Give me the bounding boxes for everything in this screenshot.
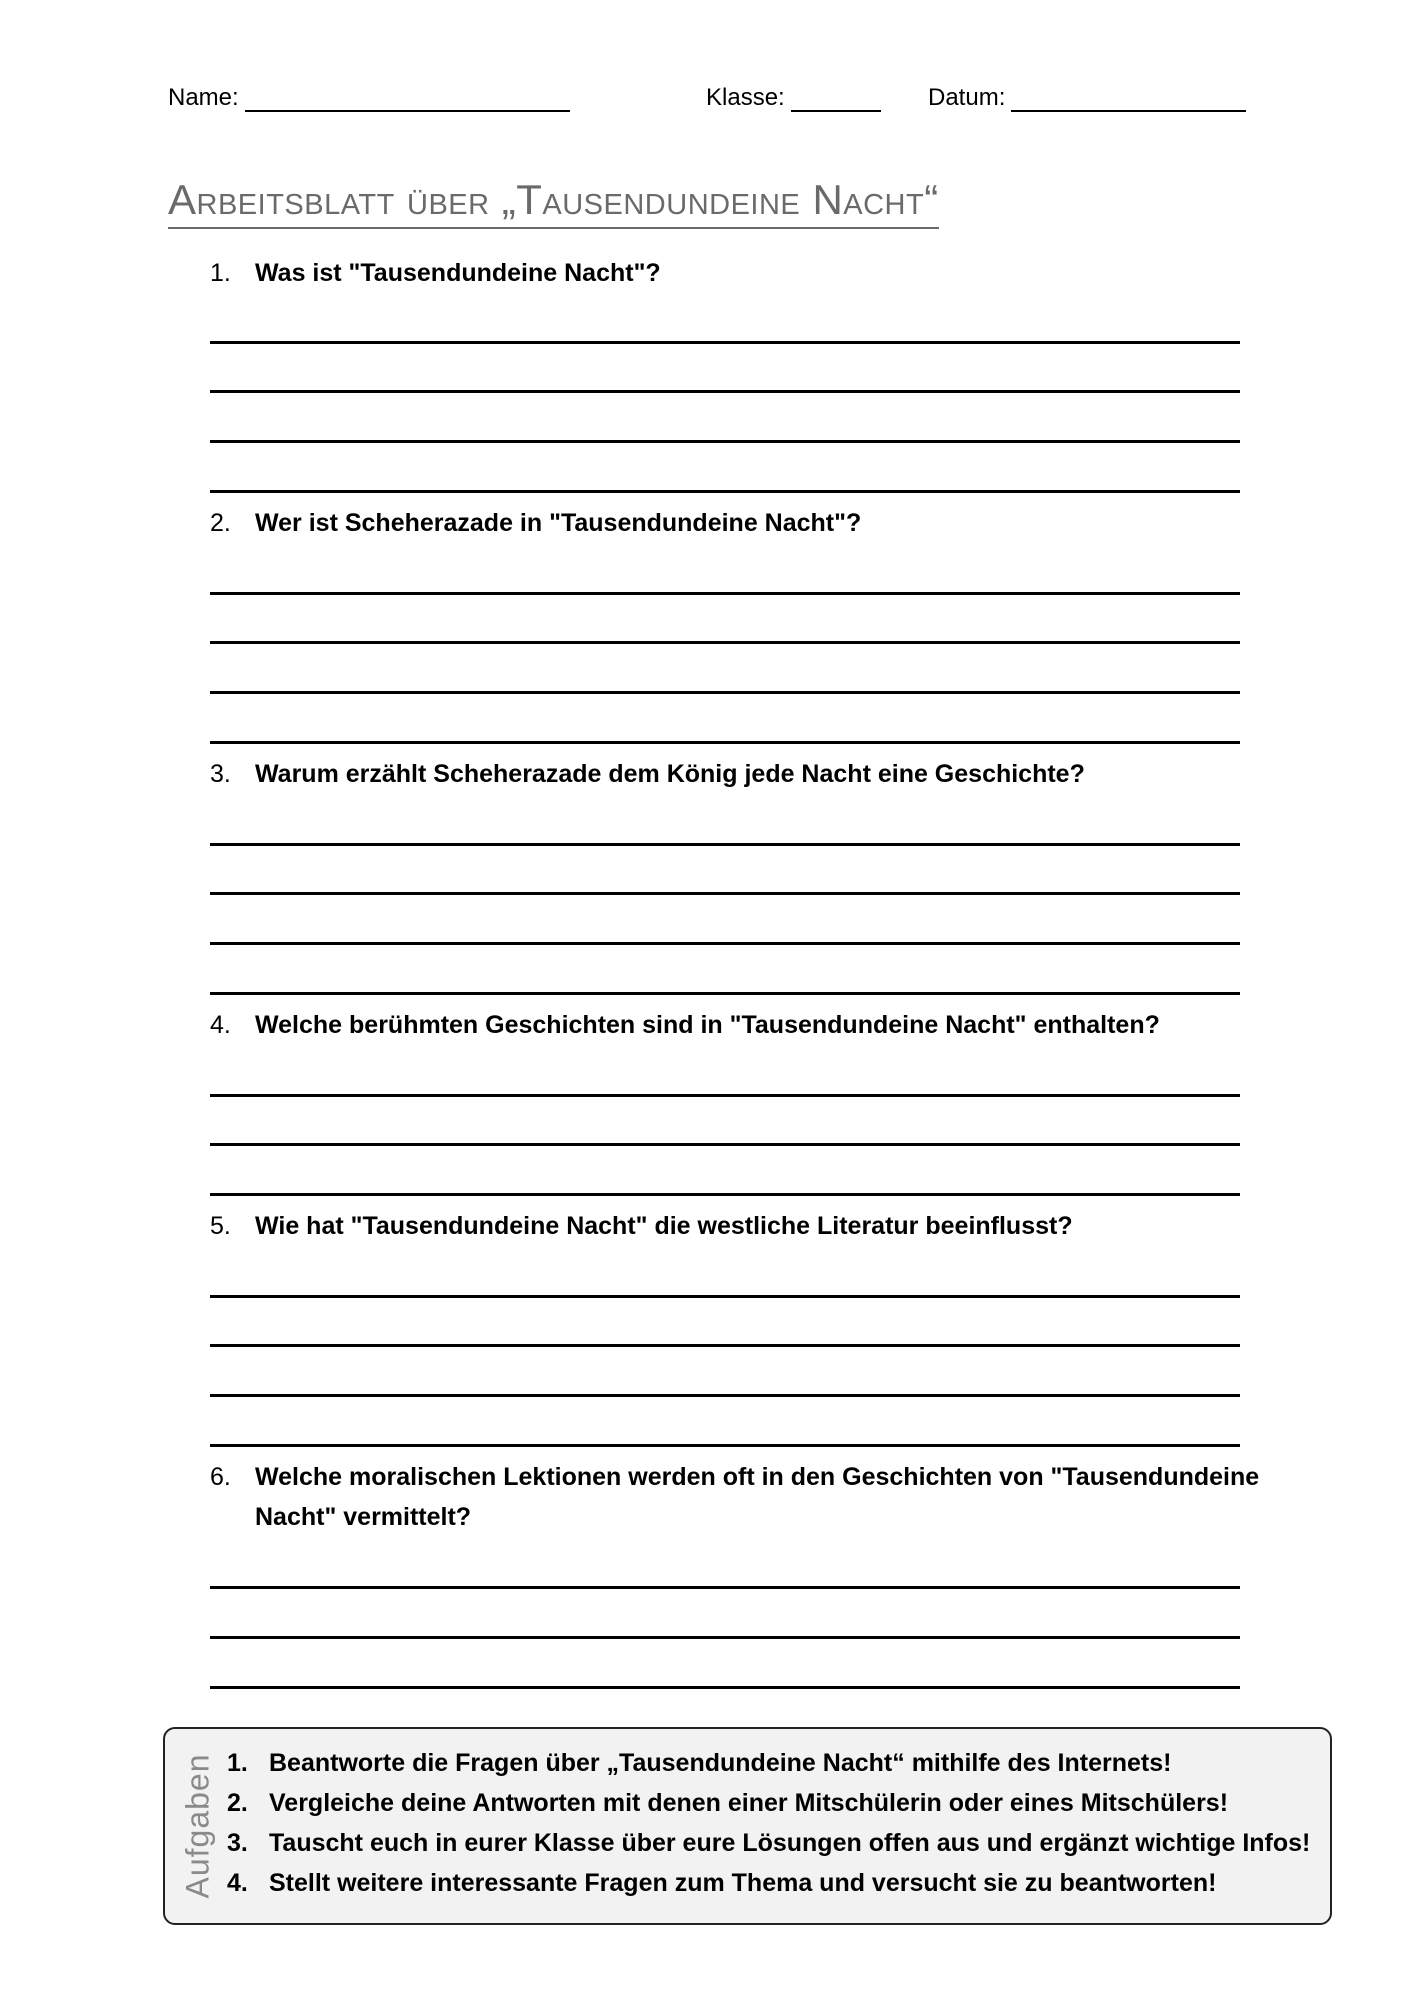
task-item	[227, 1743, 1310, 1783]
answer-line[interactable]	[210, 1295, 1240, 1298]
answer-line[interactable]	[210, 490, 1240, 493]
question-text: Wie hat "Tausendundeine Nacht" die westliche Literatur beeinflusst?	[255, 1212, 1073, 1240]
question-number: 4.	[210, 1011, 231, 1039]
answer-line[interactable]	[210, 992, 1240, 995]
answer-line[interactable]	[210, 592, 1240, 595]
answer-line[interactable]	[210, 1193, 1240, 1196]
answer-line[interactable]	[210, 390, 1240, 393]
date-label: Datum:	[928, 84, 1006, 111]
answer-line[interactable]	[210, 1586, 1240, 1589]
question-text: Welche berühmten Geschichten sind in "Tausendundeine Nacht" enthalten?	[255, 1011, 1160, 1039]
question-text: Was ist "Tausendundeine Nacht"?	[255, 259, 661, 287]
answer-line[interactable]	[210, 1686, 1240, 1689]
question-number: 5.	[210, 1212, 231, 1240]
answer-line[interactable]	[210, 741, 1240, 744]
task-text: Vergleiche deine Antworten mit denen einer Mitschülerin oder eines Mitschülers!	[269, 1789, 1229, 1817]
class-field[interactable]	[706, 84, 881, 112]
tasks-box	[163, 1727, 1332, 1925]
name-input-line[interactable]	[245, 88, 570, 112]
task-text: Beantworte die Fragen über „Tausendundeine Nacht“ mithilfe des Internets!	[269, 1749, 1172, 1777]
tasks-side-label	[173, 1729, 223, 1923]
question-number: 6.	[210, 1463, 231, 1491]
task-text: Stellt weitere interessante Fragen zum Thema und versucht sie zu beantworten!	[269, 1869, 1217, 1897]
question-text: Wer ist Scheherazade in "Tausendundeine Nacht"?	[255, 509, 862, 537]
question-5	[210, 1206, 1270, 1246]
answer-line[interactable]	[210, 341, 1240, 344]
task-number: 3.	[227, 1829, 248, 1857]
task-number: 1.	[227, 1749, 248, 1777]
question-6	[210, 1457, 1270, 1537]
name-label: Name:	[168, 84, 239, 111]
answer-line[interactable]	[210, 1344, 1240, 1347]
answer-line[interactable]	[210, 1444, 1240, 1447]
date-input-line[interactable]	[1011, 88, 1246, 112]
question-1	[210, 253, 1270, 293]
class-input-line[interactable]	[791, 88, 881, 112]
task-item	[227, 1783, 1310, 1823]
answer-line[interactable]	[210, 892, 1240, 895]
question-number: 3.	[210, 760, 231, 788]
answer-line[interactable]	[210, 1394, 1240, 1397]
task-number: 2.	[227, 1789, 248, 1817]
question-number: 2.	[210, 509, 231, 537]
class-label: Klasse:	[706, 84, 785, 111]
answer-line[interactable]	[210, 641, 1240, 644]
answer-line[interactable]	[210, 942, 1240, 945]
question-4	[210, 1005, 1270, 1045]
question-text: Warum erzählt Scheherazade dem König jede Nacht eine Geschichte?	[255, 760, 1085, 788]
answer-line[interactable]	[210, 440, 1240, 443]
question-3	[210, 754, 1270, 794]
task-text: Tauscht euch in eurer Klasse über eure Lösungen offen aus und ergänzt wichtige Infos!	[269, 1829, 1311, 1857]
page-title: Arbeitsblatt über „Tausendundeine Nacht“	[168, 175, 939, 229]
name-field[interactable]	[168, 84, 570, 112]
task-item	[227, 1863, 1310, 1903]
question-text: Welche moralischen Lektionen werden oft in den Geschichten von "Tausendundeine Nacht" vermittelt?	[255, 1463, 1260, 1531]
answer-line[interactable]	[210, 1094, 1240, 1097]
task-item	[227, 1823, 1310, 1863]
tasks-list	[227, 1743, 1310, 1903]
answer-line[interactable]	[210, 1143, 1240, 1146]
answer-line[interactable]	[210, 1636, 1240, 1639]
question-2	[210, 503, 1270, 543]
question-number: 1.	[210, 259, 231, 287]
answer-line[interactable]	[210, 843, 1240, 846]
tasks-label: Aufgaben	[179, 1753, 216, 1899]
answer-line[interactable]	[210, 691, 1240, 694]
task-number: 4.	[227, 1869, 248, 1897]
date-field[interactable]	[928, 84, 1246, 112]
